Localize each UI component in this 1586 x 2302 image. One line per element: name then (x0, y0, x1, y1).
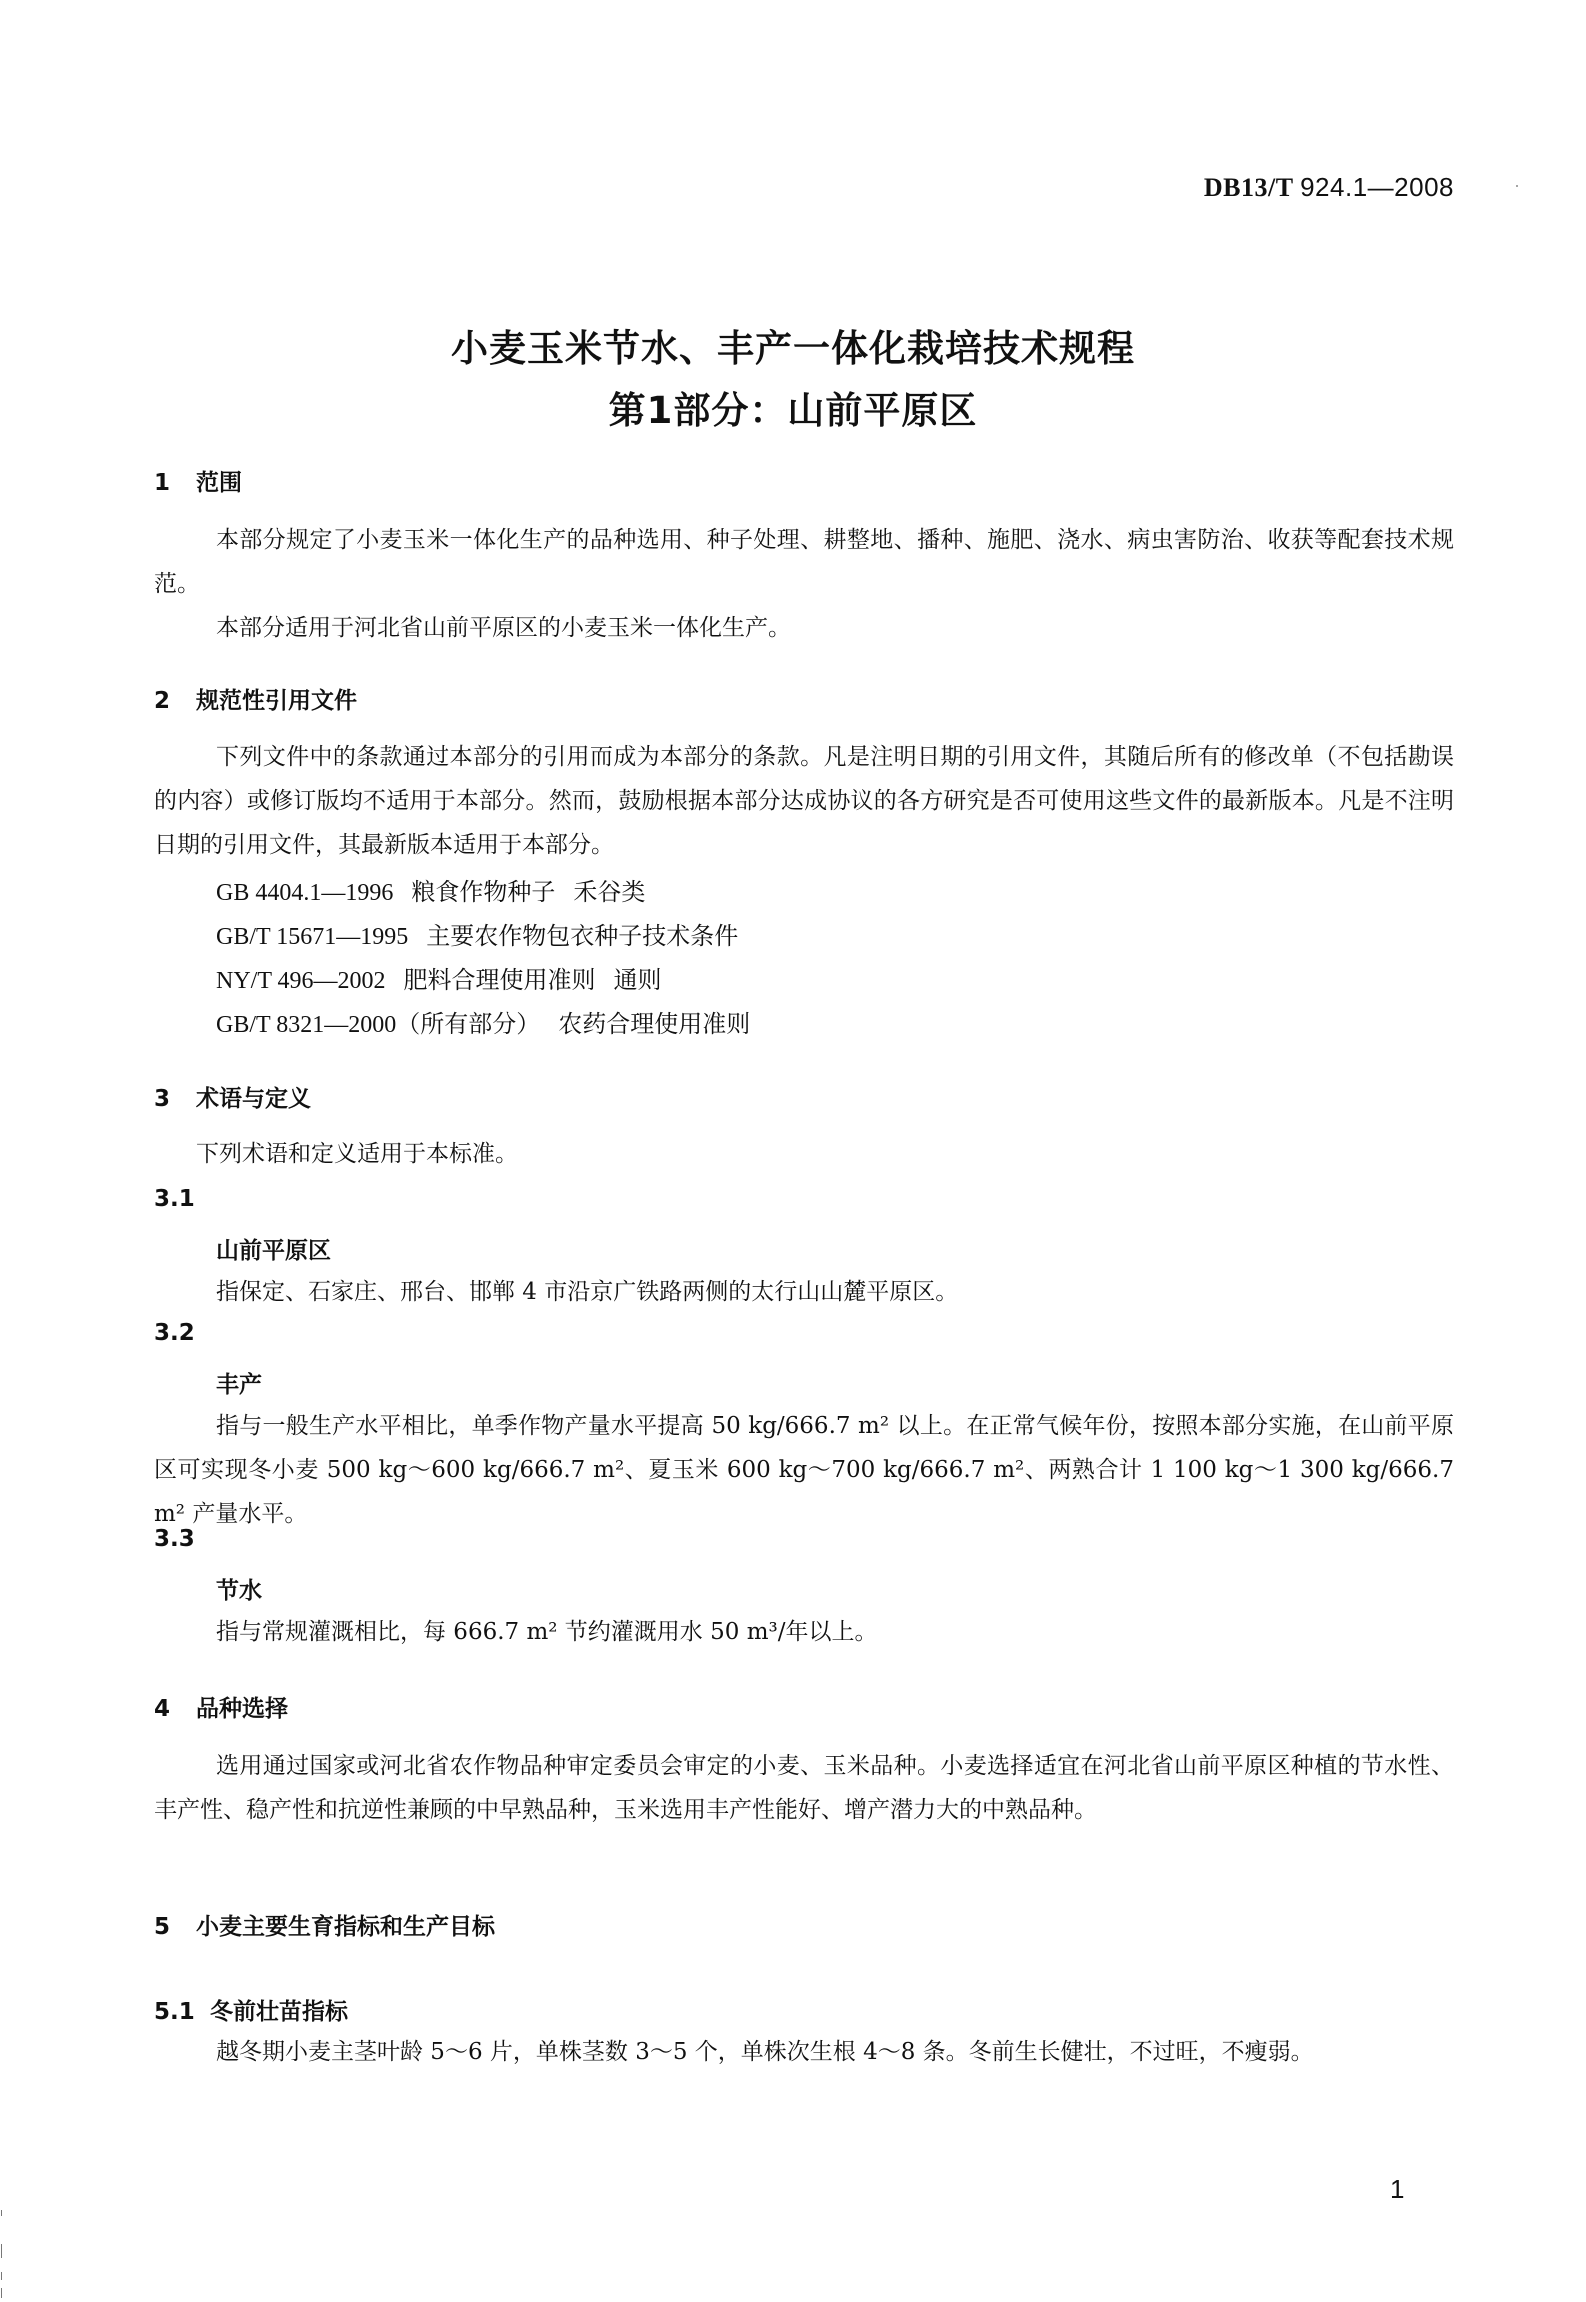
section-number: 3 (154, 1086, 171, 1112)
section-number: 1 (154, 470, 171, 496)
term-heading: 节水 (216, 1578, 262, 1604)
section-title: 规范性引用文件 (196, 688, 357, 714)
subsection-5-1-paragraph: 越冬期小麦主茎叶龄 5～6 片，单株茎数 3～5 个，单株次生根 4～8 条。冬前生长健壮，不过旺，不瘦弱。 (216, 2039, 1314, 2065)
section-title: 品种选择 (196, 1696, 288, 1722)
section-title: 术语与定义 (196, 1086, 311, 1112)
term-definition: 指保定、石家庄、邢台、邯郸 4 市沿京广铁路两侧的太行山山麓平原区。 (216, 1279, 959, 1305)
title-line-part: 第1部分：山前平原区 (608, 389, 978, 432)
scan-margin-mark (1, 2210, 2, 2216)
document-title (0, 318, 1586, 442)
scan-margin-mark (1, 2244, 2, 2258)
section-1-heading (154, 464, 242, 497)
page-number: 1 (1390, 2174, 1405, 2204)
section-4-paragraph-1: 选用通过国家或河北省农作物品种审定委员会审定的小麦、玉米品种。小麦选择适宜在河北省山前平原区种植的节水性、丰产性、稳产性和抗逆性兼顾的中早熟品种，玉米选用丰产性能好、增产潜力大的中熟品种。 (154, 1753, 1454, 1823)
section-number: 5 (154, 1914, 171, 1940)
section-2-heading (154, 682, 357, 715)
subsection-5-1-heading (154, 1993, 348, 2026)
term-heading: 山前平原区 (216, 1238, 331, 1264)
scan-margin-mark (1, 2288, 2, 2298)
document-code-prefix: DB13/T (1203, 173, 1294, 202)
reference-item: GB 4404.1—1996 粮食作物种子 禾谷类 (216, 880, 646, 906)
subsection-number: 5.1 (154, 1999, 195, 2025)
reference-item: GB/T 8321—2000（所有部分） 农药合理使用准则 (216, 1012, 751, 1038)
term-heading: 丰产 (216, 1372, 262, 1398)
reference-item: GB/T 15671—1995 主要农作物包衣种子技术条件 (216, 924, 739, 950)
section-number: 2 (154, 688, 171, 714)
term-definition: 指与常规灌溉相比，每 666.7 m² 节约灌溉用水 50 m³/年以上。 (216, 1619, 878, 1645)
section-5-heading (154, 1908, 495, 1941)
section-3-heading (154, 1080, 311, 1113)
scan-speck (1516, 185, 1518, 187)
subsection-title: 冬前壮苗指标 (210, 1999, 348, 2025)
clause-number: 3.3 (154, 1526, 195, 1552)
term-definition: 指与一般生产水平相比，单季作物产量水平提高 50 kg/666.7 m² 以上。在正常气候年份，按照本部分实施，在山前平原区可实现冬小麦 500 kg～600 kg/666.7 m²、夏玉米 600 kg～700 kg/666.7 m²、两熟合计 1 100 kg～1 300 kg/666.7 m² 产量水平。 (154, 1413, 1454, 1527)
section-1-paragraph-1: 本部分规定了小麦玉米一体化生产的品种选用、种子处理、耕整地、播种、施肥、浇水、病虫害防治、收获等配套技术规范。 (154, 527, 1454, 597)
section-title: 小麦主要生育指标和生产目标 (196, 1914, 495, 1940)
clause-number: 3.1 (154, 1186, 195, 1212)
section-2-paragraph-1: 下列文件中的条款通过本部分的引用而成为本部分的条款。凡是注明日期的引用文件，其随后所有的修改单（不包括勘误的内容）或修订版均不适用于本部分。然而，鼓励根据本部分达成协议的各方研究是否可使用这些文件的最新版本。凡是不注明日期的引用文件，其最新版本适用于本部分。 (154, 744, 1454, 858)
reference-item: NY/T 496—2002 肥料合理使用准则 通则 (216, 968, 662, 994)
clause-number: 3.2 (154, 1320, 195, 1346)
section-1-paragraph-2: 本部分适用于河北省山前平原区的小麦玉米一体化生产。 (216, 615, 791, 641)
section-number: 4 (154, 1696, 171, 1722)
document-code (1204, 172, 1454, 203)
scan-margin-mark (1, 2272, 2, 2280)
section-title: 范围 (196, 470, 242, 496)
title-line-main: 小麦玉米节水、丰产一体化栽培技术规程 (451, 327, 1135, 370)
section-4-heading (154, 1690, 288, 1723)
document-code-number: 924.1—2008 (1300, 172, 1454, 202)
section-3-intro: 下列术语和定义适用于本标准。 (196, 1141, 518, 1167)
